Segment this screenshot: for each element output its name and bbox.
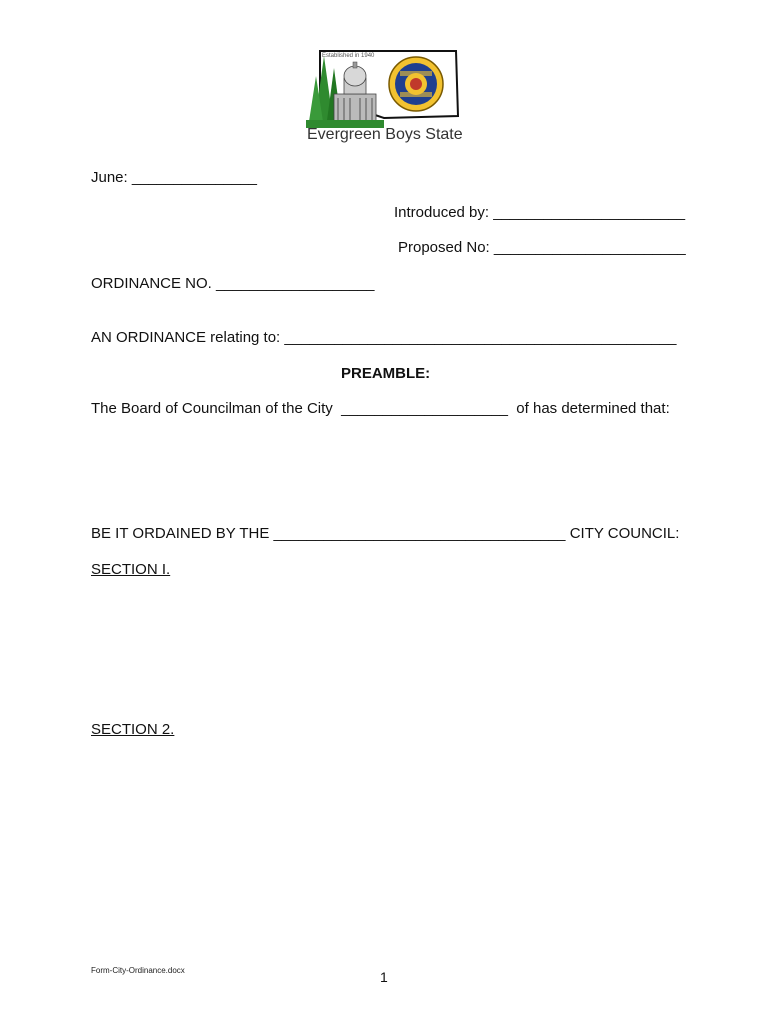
organization-name: Evergreen Boys State xyxy=(307,126,463,143)
section-2-heading: SECTION 2. xyxy=(91,721,175,738)
preamble-text: The Board of Councilman of the City ____________________ of has determined that: xyxy=(91,400,670,417)
june-field: June: _______________ xyxy=(91,169,257,186)
footer-filename: Form-City-Ordinance.docx xyxy=(91,966,185,975)
relating-to-field: AN ORDINANCE relating to: _______________________________________________ xyxy=(91,329,677,346)
proposed-no-field: Proposed No: _______________________ xyxy=(398,239,686,256)
preamble-heading: PREAMBLE: xyxy=(341,365,431,382)
evergreen-boys-state-logo xyxy=(306,46,462,128)
svg-text:Established in 1940: Established in 1940 xyxy=(322,53,375,59)
page-number: 1 xyxy=(380,969,388,985)
ordained-text: BE IT ORDAINED BY THE ___________________________________ CITY COUNCIL: xyxy=(91,525,680,542)
section-1-heading: SECTION I. xyxy=(91,561,171,578)
ordinance-no-field: ORDINANCE NO. ___________________ xyxy=(91,275,375,292)
introduced-by-field: Introduced by: _______________________ xyxy=(394,204,686,221)
